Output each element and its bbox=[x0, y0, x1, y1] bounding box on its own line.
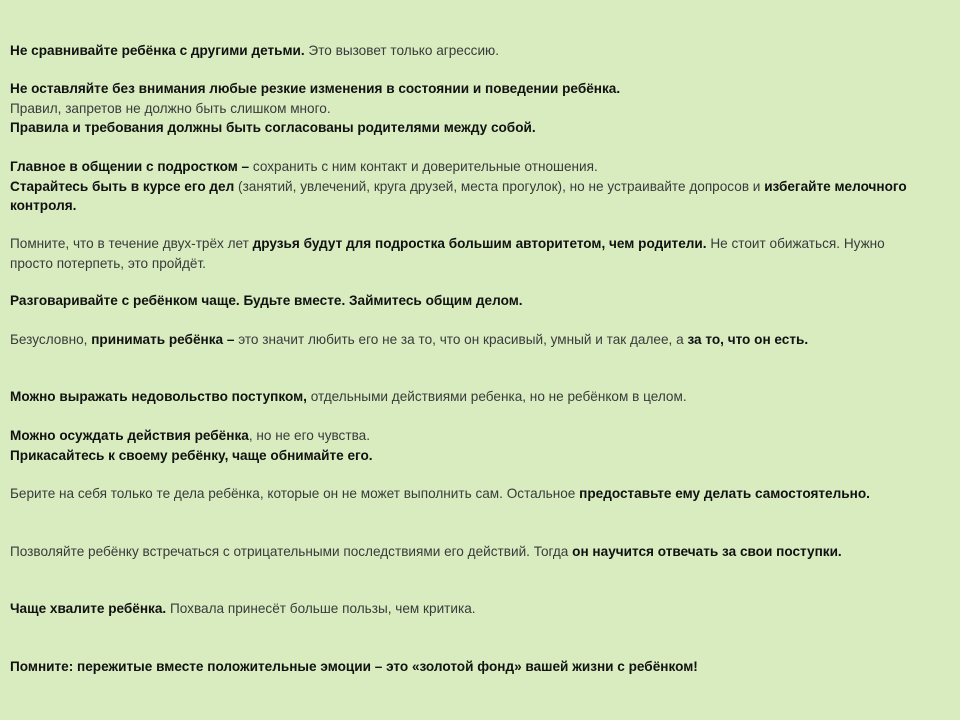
paragraph-displeasure bbox=[10, 387, 930, 407]
text-bold: Не сравнивайте ребёнка с другими детьми. bbox=[10, 43, 305, 58]
text-bold: предоставьте ему делать самостоятельно. bbox=[579, 486, 870, 501]
text-bold: Разговаривайте с ребёнком чаще. Будьте вместе. Займитесь общим делом. bbox=[10, 293, 523, 308]
paragraph-acceptance bbox=[10, 330, 930, 350]
text-bold: Правила и требования должны быть согласованы родителями между собой. bbox=[10, 120, 536, 135]
text-plain: , но не его чувства. bbox=[248, 428, 370, 443]
text-bold: Главное в общении с подростком – bbox=[10, 159, 250, 174]
text-bold: Старайтесь быть в курсе его дел bbox=[10, 178, 235, 194]
paragraph-communication bbox=[10, 157, 930, 216]
text-plain: отдельными действиями ребенка, но не ребёнком в целом. bbox=[306, 389, 687, 404]
text-bold: избегайте мелочного контроля. bbox=[10, 178, 907, 213]
text-plain: Это вызовет только агрессию. bbox=[304, 43, 500, 58]
text-bold: Можно осуждать действия ребёнка bbox=[10, 428, 249, 443]
text-bold: Можно выражать недовольство поступком, bbox=[10, 389, 307, 404]
paragraph-talk-more bbox=[10, 291, 930, 311]
text-plain: Берите на себя только те дела ребёнка, которые он не может выполнить сам. Остальное bbox=[10, 486, 580, 501]
text-plain: Безусловно, bbox=[10, 332, 92, 347]
paragraph-friends bbox=[10, 234, 930, 273]
paragraph-golden-fund bbox=[10, 657, 930, 677]
text-plain: Похвала принесёт больше пользы, чем критика. bbox=[166, 601, 476, 616]
paragraph-compare bbox=[10, 41, 930, 61]
text-bold: за то, что он есть. bbox=[687, 332, 809, 347]
text-bold: он научится отвечать за свои поступки. bbox=[572, 544, 842, 559]
text-plain: это значит любить его не за то, что он красивый, умный и так далее, а bbox=[234, 332, 688, 347]
text-plain: Помните, что в течение двух-трёх лет bbox=[10, 236, 253, 251]
text-plain: сохранить с ним контакт и доверительные отношения. bbox=[249, 159, 598, 174]
paragraph-judge-actions bbox=[10, 426, 930, 465]
text-plain: (занятий, увлечений, круга друзей, места прогулок), но не устраивайте допросов и bbox=[234, 178, 765, 194]
document-page bbox=[10, 0, 945, 720]
text-bold: Чаще хвалите ребёнка. bbox=[10, 601, 167, 616]
text-bold: Помните: пережитые вместе положительные эмоции – это «золотой фонд» вашей жизни с ребёнком! bbox=[10, 659, 698, 674]
paragraph-consequences bbox=[10, 542, 930, 562]
paragraph-independence bbox=[10, 484, 930, 504]
paragraph-changes-rules bbox=[10, 79, 930, 138]
text-bold: Не оставляйте без внимания любые резкие изменения в состоянии и поведении ребёнка. bbox=[10, 81, 621, 96]
text-plain: Не стоит обижаться. Нужно просто потерпеть, это пройдёт. bbox=[10, 236, 885, 271]
text-plain: Позволяйте ребёнку встречаться с отрицательными последствиями его действий. Тогда bbox=[10, 544, 573, 559]
paragraph-praise bbox=[10, 599, 930, 619]
text-bold: друзья будут для подростка большим авторитетом, чем родители. bbox=[252, 236, 707, 251]
text-bold: принимать ребёнка – bbox=[91, 332, 235, 347]
text-bold: Прикасайтесь к своему ребёнку, чаще обнимайте его. bbox=[10, 447, 373, 463]
text-plain: Правил, запретов не должно быть слишком много. bbox=[10, 100, 331, 116]
